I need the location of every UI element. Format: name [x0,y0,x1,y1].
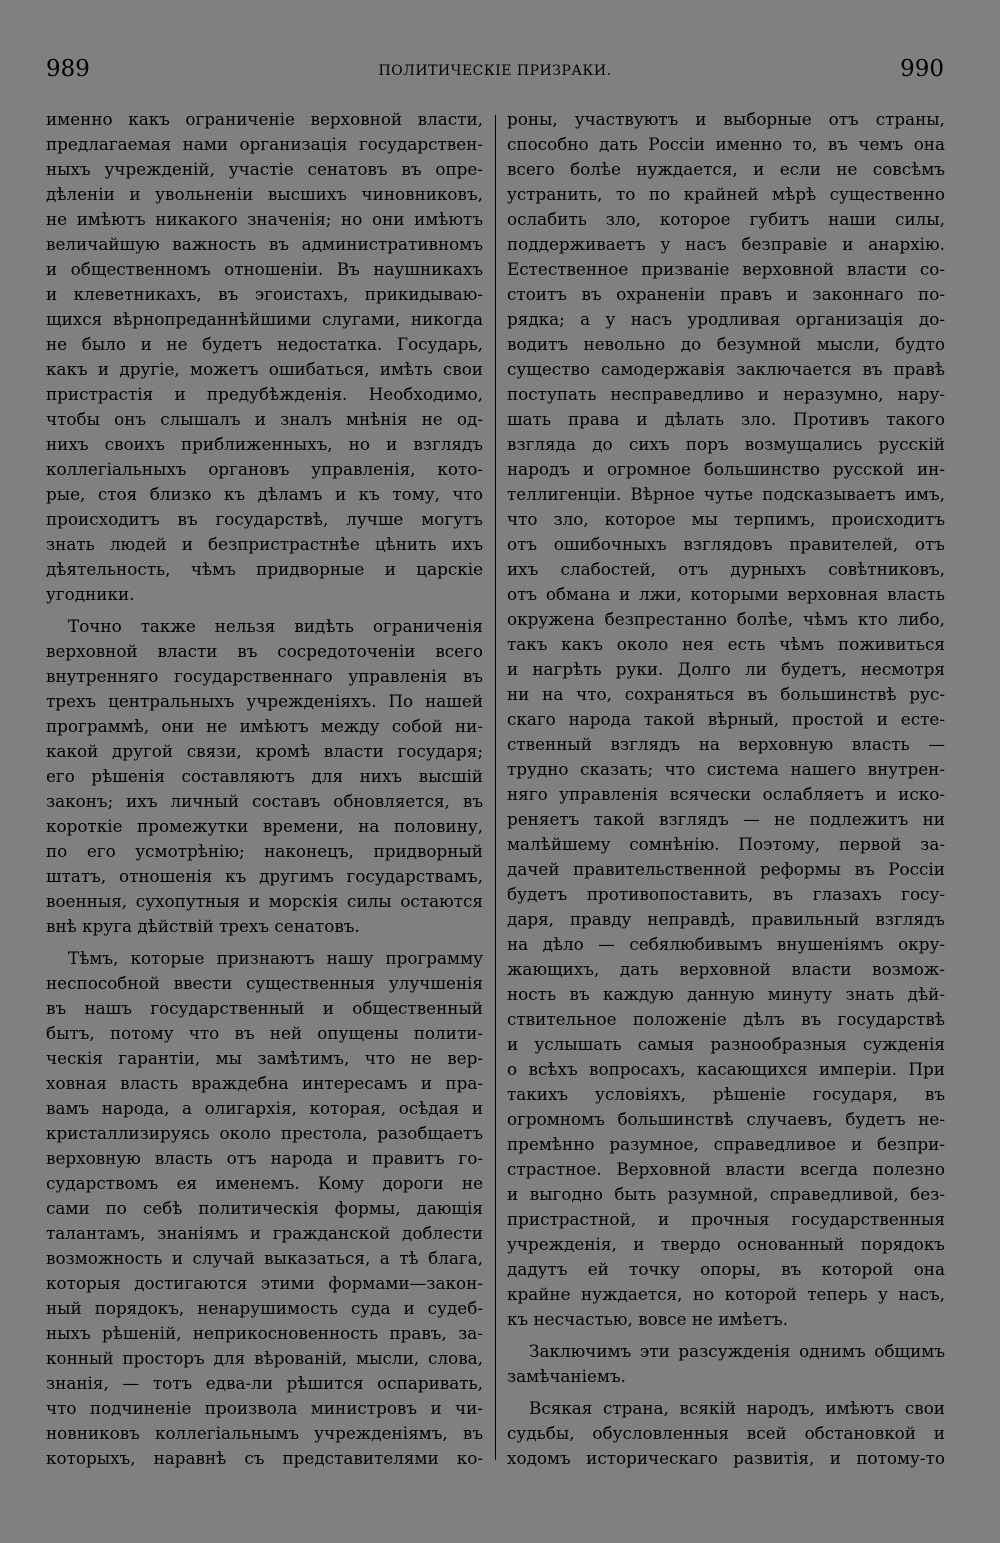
text-line: способно дать Россіи именно то, въ чемъ она [507,134,945,154]
text-line: устранить, то по крайней мѣрѣ существенно [507,184,945,204]
text-line: ныхъ учрежденій, участіе сенатовъ въ опре- [46,159,483,179]
text-line: дачей правительственной реформы въ Россіи [507,859,945,879]
text-line: народъ и огромное большинство русской ин- [507,459,945,479]
text-line: и общественномъ отношеніи. Въ наушникахъ [46,259,483,279]
text-line: сами по себѣ политическія формы, дающія [46,1198,483,1218]
text-line: неспособной ввести существенныя улучшенія [46,973,483,993]
text-line: ный порядокъ, ненарушимость суда и судеб- [46,1298,483,1318]
text-line: Всякая страна, всякій народъ, имѣютъ свои [529,1398,945,1418]
text-line: что подчиненіе произвола министровъ и чи- [46,1398,483,1418]
text-line: внѣ круга дѣйствій трехъ сенатовъ. [46,916,360,936]
text-line: именно какъ ограниченіе верховной власти, [46,109,483,129]
text-line: не было и не будетъ недостатка. Государь, [46,334,483,354]
text-line: трудно сказать; что система нашего внутрен- [507,759,945,779]
text-line: Точно также нельзя видѣть ограниченія [68,616,483,636]
text-line: вамъ народа, а олигархія, которая, осѣдая и [46,1098,483,1118]
text-line: талантамъ, знаніямъ и гражданской доблести [46,1223,483,1243]
right-column [507,107,945,1471]
text-line: въ нашъ государственный и общественный [46,998,483,1018]
text-line: штатъ, отношенія къ другимъ государствамъ, [46,866,483,886]
text-line: учрежденія, и твердо основанный порядокъ [507,1234,945,1254]
text-line: бытъ, потому что въ ней опущены полити- [46,1023,483,1043]
text-line: Естественное призваніе верховной власти со- [507,259,945,279]
text-line: по его усмотрѣнію; наконецъ, придворный [46,841,483,861]
text-line: взгляда до сихъ поръ возмущались русскій [507,434,945,454]
text-line: какъ и другіе, можетъ ошибаться, имѣть свои [46,359,483,379]
text-line: величайшую важность въ административномъ [46,234,483,254]
text-line: знанія, — тотъ едва-ли рѣшится оспаривать, [46,1373,483,1393]
text-line: такихъ условіяхъ, рѣшеніе государя, въ [507,1084,945,1104]
text-line: трехъ центральныхъ учрежденіяхъ. По нашей [46,691,483,711]
text-line: поступать несправедливо и неразумно, нару- [507,384,945,404]
text-line: къ несчастью, вовсе не имѣетъ. [507,1309,788,1329]
text-line: предлагаемая нами организація государствен- [46,134,483,154]
text-line: Тѣмъ, которые признаютъ нашу программу [68,948,483,968]
text-line: малѣйшему сомнѣнію. Поэтому, первой за- [507,834,945,854]
text-line: Заключимъ эти разсужденія однимъ общимъ [529,1341,945,1361]
text-line: крайне нуждается, но которой теперь у насъ, [507,1284,945,1304]
text-line: ослабить зло, которое губитъ наши силы, [507,209,945,229]
text-line: дѣленіи и увольненіи высшихъ чиновниковъ, [46,184,483,204]
text-line: коллегіальныхъ органовъ управленія, кото- [46,459,483,479]
left-column [46,107,483,1471]
page-number-left: 989 [46,56,90,82]
text-line: жающихъ, дать верховной власти возмож- [507,959,945,979]
text-line: и выгодно быть разумной, справедливой, без- [507,1184,945,1204]
text-line: ихъ слабостей, отъ дурныхъ совѣтниковъ, [507,559,945,579]
text-line: такъ какъ около нея есть чѣмъ поживиться [507,634,945,654]
text-line: ность въ каждую данную минуту знать дѣй- [507,984,945,1004]
text-line: законъ; ихъ личный составъ обновляется, въ [46,791,483,811]
text-line: какой другой связи, кромѣ власти государя; [46,741,483,761]
text-line: сударствомъ ея именемъ. Кому дороги не [46,1173,483,1193]
text-line: и нагрѣть руки. Долго ли будетъ, несмотря [507,659,945,679]
text-line: ходомъ историческаго развитія, и потому-то [507,1448,945,1468]
text-line: угодники. [46,584,135,604]
text-line: скаго народа такой вѣрный, простой и есте- [507,709,945,729]
running-title: ПОЛИТИЧЕСКІЕ ПРИЗРАКИ. [378,63,612,79]
text-line: и клеветникахъ, въ эгоистахъ, прикидываю- [46,284,483,304]
text-line: пристрастной, и прочныя государственныя [507,1209,945,1229]
text-line: возможность и случай выказаться, а тѣ блага, [46,1248,483,1268]
text-line: конный просторъ для вѣрованій, мысли, слова, [46,1348,483,1368]
text-line: верховной власти въ сосредоточеніи всего [46,641,483,661]
text-line: программѣ, они не имѣютъ между собой ни- [46,716,483,736]
text-line: ни на что, сохраняться въ большинствѣ рус- [507,684,945,704]
text-line: рядка; а у насъ уродливая организація до- [507,309,945,329]
column-divider [495,115,496,1460]
text-line: знать людей и безпристрастнѣе цѣнить ихъ [46,534,483,554]
text-line: ховная власть враждебна интересамъ и пра- [46,1073,483,1093]
text-line: ныхъ рѣшеній, неприкосновенность правъ, за- [46,1323,483,1343]
text-line: будетъ противопоставить, въ глазахъ госу- [507,884,945,904]
text-line: происходитъ въ государствѣ, лучше могутъ [46,509,483,529]
text-line: и услышать самыя разнообразныя сужденія [507,1034,945,1054]
text-line: военныя, сухопутныя и морскія силы остаются [46,891,483,911]
text-line: щихся вѣрнопреданнѣйшими слугами, никогда [46,309,483,329]
page-number-right: 990 [900,56,944,82]
text-line: которыя достигаются этими формами—закон- [46,1273,483,1293]
text-line: чтобы онъ слышалъ и зналъ мнѣнія не од- [46,409,483,429]
text-line: всего болѣе нуждается, и если не совсѣмъ [507,159,945,179]
text-line: ствительное положеніе дѣлъ въ государствѣ [507,1009,945,1029]
text-line: окружена безпрестанно болѣе, чѣмъ кто либо, [507,609,945,629]
text-line: огромномъ большинствѣ случаевъ, будетъ не- [507,1109,945,1129]
text-line: отъ обмана и лжи, которыми верховная власть [507,584,945,604]
text-line: няго управленія всячески ослабляетъ и искo- [507,784,945,804]
text-line: нихъ своихъ приближенныхъ, но и взглядъ [46,434,483,454]
text-line: которыхъ, наравнѣ съ представителями ко- [46,1448,483,1468]
text-line: дѣятельность, чѣмъ придворные и царскіе [46,559,483,579]
text-line: страстное. Верховной власти всегда полезно [507,1159,945,1179]
text-line: дадутъ ей точку опоры, въ которой она [507,1259,945,1279]
text-line: на дѣло — себялюбивымъ внушеніямъ окру- [507,934,945,954]
text-line: даря, правду неправдѣ, правильный взглядъ [507,909,945,929]
text-line: его рѣшенія составляютъ для нихъ высшій [46,766,483,786]
text-line: верховную власть отъ народа и правитъ го- [46,1148,483,1168]
text-line: поддерживаетъ у насъ безправіе и анархію. [507,234,945,254]
text-line: шать права и дѣлать зло. Противъ такого [507,409,945,429]
page-header [46,56,944,86]
text-line: отъ ошибочныхъ взглядовъ правителей, отъ [507,534,945,554]
text-line: новниковъ коллегіальнымъ учрежденіямъ, въ [46,1423,483,1443]
text-line: кристаллизируясь около престола, разобщаетъ [46,1123,483,1143]
text-line: не имѣютъ никакого значенія; но они имѣютъ [46,209,483,229]
text-line: премѣнно разумное, справедливое и безпри- [507,1134,945,1154]
text-line: внутренняго государственнаго управленія въ [46,666,483,686]
text-line: водитъ невольно до безумной мысли, будто [507,334,945,354]
text-line: что зло, которое мы терпимъ, происходитъ [507,509,945,529]
text-line: рые, стоя близко къ дѣламъ и къ тому, что [46,484,483,504]
text-line: ческія гарантіи, мы замѣтимъ, что не вер- [46,1048,483,1068]
text-line: стоитъ въ охраненіи правъ и законнаго по- [507,284,945,304]
text-line: ственный взглядъ на верховную власть — [507,734,945,754]
text-line: пристрастія и предубѣжденія. Необходимо, [46,384,483,404]
text-line: замѣчаніемъ. [507,1366,626,1386]
text-line: реняетъ такой взглядъ — не подлежитъ ни [507,809,945,829]
text-line: о всѣхъ вопросахъ, касающихся имперіи. При [507,1059,945,1079]
text-line: существо самодержавія заключается въ правѣ [507,359,945,379]
text-line: роны, участвуютъ и выборные отъ страны, [507,109,945,129]
text-line: короткіе промежутки времени, на половину, [46,816,483,836]
text-line: судьбы, обусловленныя всей обстановкой и [507,1423,945,1443]
text-line: теллигенціи. Вѣрное чутье подсказываетъ имъ, [507,484,945,504]
